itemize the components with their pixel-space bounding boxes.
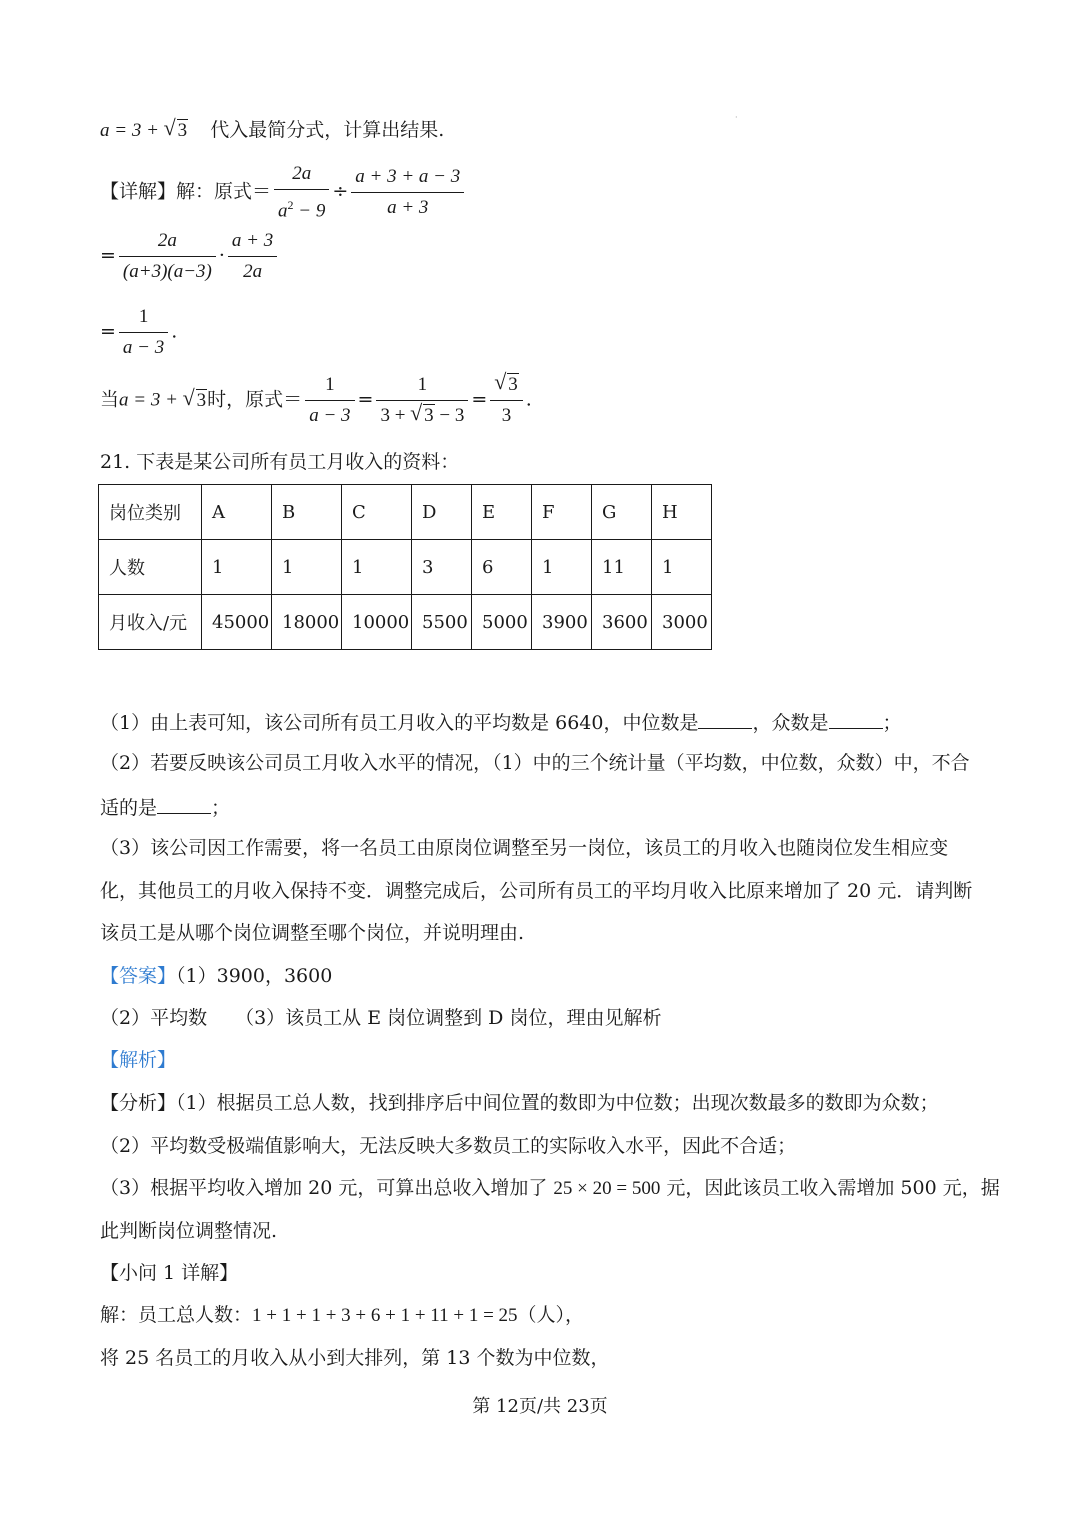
divide-sign: ÷ (332, 180, 349, 203)
scan-speck: · (735, 113, 738, 122)
table-cell: E (472, 485, 532, 540)
equals-sign: = (100, 320, 116, 343)
period: . (525, 388, 532, 411)
sqrt-symbol: √ 3 (410, 400, 434, 426)
table-row (99, 540, 712, 595)
question-part-2-cont: 适的是 ； (100, 793, 230, 821)
table-cell: 18000 (272, 595, 342, 650)
evaluate-line (100, 369, 532, 429)
when-text: 当 (100, 388, 120, 411)
question-part-3-end: 该员工是从哪个岗位调整至哪个岗位，并说明理由. (100, 922, 525, 944)
analysis-subtag: 【分析】 (100, 1092, 177, 1114)
subst-expr: a = 3 + (100, 120, 164, 141)
table-cell: 1 (342, 540, 412, 595)
table-cell: 6 (472, 540, 532, 595)
table-cell: 岗位类别 (99, 485, 202, 540)
table-cell: H (652, 485, 712, 540)
answer-blank (157, 793, 211, 814)
equals-sign: = (357, 388, 374, 411)
table-cell: 11 (592, 540, 652, 595)
answer-line-2: （2）平均数 （3）该员工从 E 岗位调整到 D 岗位，理由见解析 (100, 1007, 662, 1029)
answer-tag: 【答案】 (100, 965, 177, 987)
fraction: 1 3 + √ 3 − 3 (376, 372, 468, 429)
table-cell: 5000 (472, 595, 532, 650)
question-part-3-cont: 化，其他员工的月收入保持不变．调整完成后，公司所有员工的平均月收入比原来增加了 20 元．请判断 (100, 880, 973, 902)
table-cell: 1 (532, 540, 592, 595)
table-cell: D (412, 485, 472, 540)
income-table (98, 484, 712, 650)
question-part-3: （3）该公司因工作需要，将一名员工由原岗位调整至另一岗位，该员工的月收入也随岗位发生相应变 (100, 837, 949, 859)
table-cell: 3000 (652, 595, 712, 650)
fraction: $\frac{2a}{(a+3)(a-3)}$ (119, 228, 216, 285)
table-cell: 1 (272, 540, 342, 595)
table-cell: F (532, 485, 592, 540)
sqrt-symbol: √ 3 (182, 384, 207, 411)
table-cell: 45000 (202, 595, 272, 650)
table-cell: 1 (652, 540, 712, 595)
fraction: $\frac{1}{a - 3}$ (305, 372, 354, 429)
table-cell: 3900 (532, 595, 592, 650)
fraction: $\frac{a + 3 + a - 3}{a + 3}$ (351, 164, 464, 221)
table-cell: 3 (412, 540, 472, 595)
answer-blank (698, 708, 752, 729)
multiply-dot: · (218, 244, 225, 267)
table-cell: B (272, 485, 342, 540)
table-cell: C (342, 485, 412, 540)
table-cell: 1 (202, 540, 272, 595)
table-cell: 人数 (99, 540, 202, 595)
question-21-title: 21. 下表是某公司所有员工月收入的资料： (100, 451, 460, 473)
page-footer: 第 12页/共 23页 (472, 1396, 608, 1417)
table-cell: 月收入/元 (99, 595, 202, 650)
period: . (171, 320, 178, 343)
step2-line (100, 228, 280, 285)
answer-line-1: 【答案】（1）3900，3600 (100, 965, 333, 987)
equals-sign: = (471, 388, 488, 411)
detail-line (100, 161, 467, 224)
analysis-line-2: （2）平均数受极端值影响大，无法反映大多数员工的实际收入水平，因此不合适； (100, 1135, 797, 1157)
fraction: $\frac{1}{a - 3}$ (119, 304, 168, 361)
fraction: $\frac{2a}{a^2 - 9}$ (274, 161, 329, 224)
table-cell: 3600 (592, 595, 652, 650)
table-cell: 5500 (412, 595, 472, 650)
fraction: $\frac{a + 3}{2a}$ (228, 228, 277, 285)
analysis-line-1: 【分析】（1）根据员工总人数，找到排序后中间位置的数即为中位数；出现次数最多的数即为众数； (100, 1092, 939, 1114)
table-row (99, 485, 712, 540)
fraction: √ 3 3 (490, 372, 523, 429)
detail-lead: 解：原式＝ (176, 180, 272, 203)
subst-text: 代入最简分式，计算出结果. (210, 119, 445, 141)
subquestion-1-tag: 【小问 1 详解】 (100, 1262, 239, 1284)
analysis-tag: 【解析】 (100, 1049, 177, 1071)
analysis-line-3: （3）根据平均收入增加 20 元，可算出总收入增加了 25 × 20 = 500 元，因此该员工收入需增加 500 元，据 (100, 1177, 1000, 1199)
solution-line-1: 解：员工总人数：1 + 1 + 1 + 3 + 6 + 1 + 11 + 1 = 25（人）， (100, 1304, 585, 1326)
answer-blank (829, 708, 883, 729)
solution-line-2: 将 25 名员工的月收入从小到大排列，第 13 个数为中位数， (100, 1347, 610, 1369)
when-expr: a = 3 + (119, 389, 183, 411)
sqrt-symbol: √ 3 (494, 369, 518, 395)
table-cell: 10000 (342, 595, 412, 650)
substitution-line (100, 117, 444, 144)
question-part-1: （1）由上表可知，该公司所有员工月收入的平均数是 6640，中位数是 ，众数是 ； (100, 708, 902, 736)
table-cell: A (202, 485, 272, 540)
table-row (99, 595, 712, 650)
when-mid: 时，原式＝ (207, 388, 303, 411)
detail-tag: 【详解】 (100, 180, 177, 203)
sqrt-symbol: √ 3 (163, 115, 188, 141)
equals-sign: = (100, 244, 116, 267)
question-part-2: （2）若要反映该公司员工月收入水平的情况，（1）中的三个统计量（平均数，中位数，众数）中，不合 (100, 752, 970, 774)
analysis-line-4: 此判断岗位调整情况. (100, 1220, 278, 1242)
table-cell: G (592, 485, 652, 540)
step3-line (100, 304, 177, 361)
